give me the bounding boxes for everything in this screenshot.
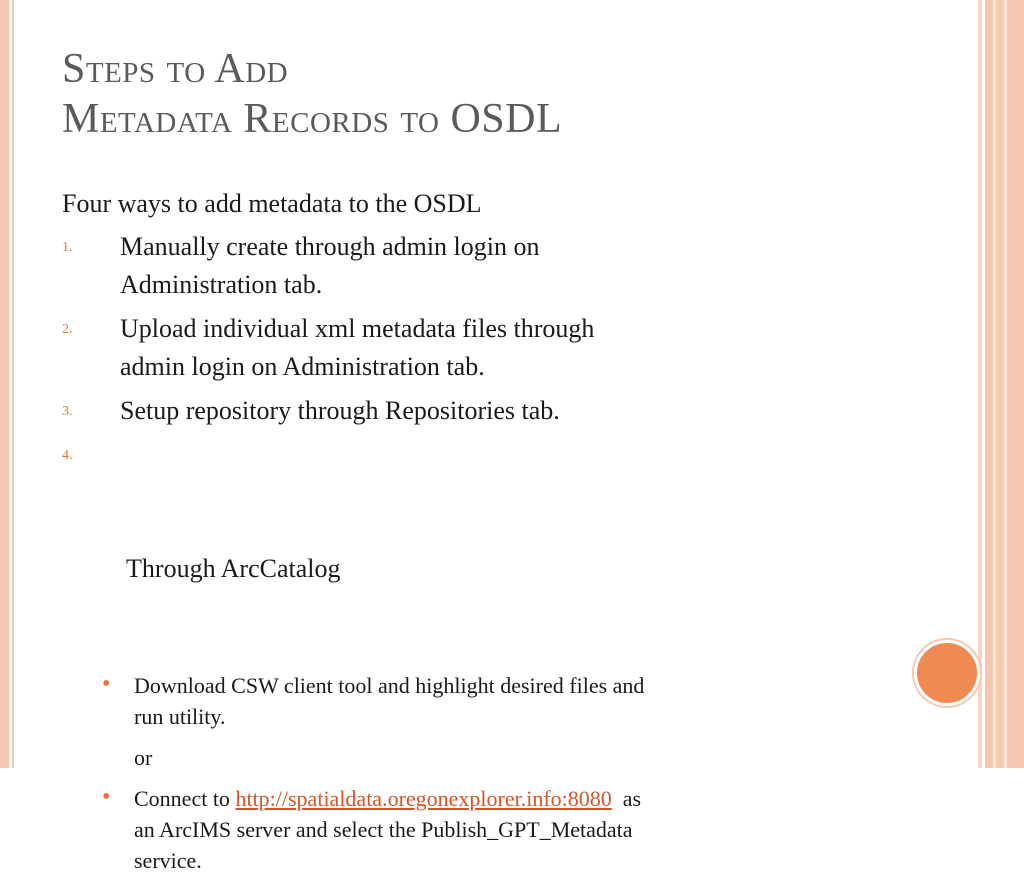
- right-border-stripe-2: [996, 0, 1004, 768]
- list-item-text: Setup repository through Repositories tab.: [120, 396, 560, 425]
- list-item-text-cont: Administration tab.: [120, 270, 323, 299]
- connect-line: [134, 783, 922, 814]
- right-border-stripe-1: [985, 0, 993, 768]
- title-line-1: Steps to Add: [62, 46, 289, 92]
- sub-bullet-download: [62, 670, 922, 732]
- list-number: 3.: [62, 404, 73, 419]
- intro-text: Four ways to add metadata to the OSDL: [62, 189, 482, 218]
- list-item-4: [62, 436, 922, 664]
- left-border-line: [12, 0, 14, 768]
- list-item-text: Through ArcCatalog: [120, 554, 341, 583]
- list-item-1: [62, 228, 922, 304]
- slide-body: [62, 184, 922, 876]
- list-item-text: Manually create through admin login on: [120, 232, 540, 261]
- list-item-2: [62, 310, 922, 386]
- list-item-text: Upload individual xml metadata files through: [120, 314, 595, 343]
- list-number: 1.: [62, 240, 73, 255]
- sub-bullet-text: Download CSW client tool and highlight desired files and: [134, 673, 645, 698]
- or-separator: or: [134, 745, 153, 770]
- connect-suffix: as: [611, 786, 642, 811]
- title-line-2: Metadata Records to OSDL: [62, 96, 563, 142]
- list-number: 2.: [62, 322, 73, 337]
- list-item-3: [62, 392, 922, 430]
- bullet-icon: •: [102, 671, 111, 697]
- right-border-stripe-3: [1007, 0, 1024, 768]
- osdl-server-link[interactable]: http://spatialdata.oregonexplorer.info:8080: [235, 786, 612, 811]
- sub-bullet-text-cont: run utility.: [134, 704, 226, 729]
- sub-bullet-connect: [62, 783, 922, 876]
- list-item-text-cont: admin login on Administration tab.: [120, 352, 485, 381]
- connect-line-2: an ArcIMS server and select the Publish_GPT_Metadata: [134, 817, 633, 842]
- slide-title: [62, 44, 942, 144]
- connect-prefix: Connect to: [134, 786, 236, 811]
- bullet-icon: •: [102, 784, 111, 810]
- list-number: 4.: [62, 448, 73, 463]
- connect-line-3: service.: [134, 848, 202, 873]
- left-border-bar: [0, 0, 9, 768]
- decorative-circle: [914, 640, 980, 706]
- right-border-inner: [978, 0, 982, 768]
